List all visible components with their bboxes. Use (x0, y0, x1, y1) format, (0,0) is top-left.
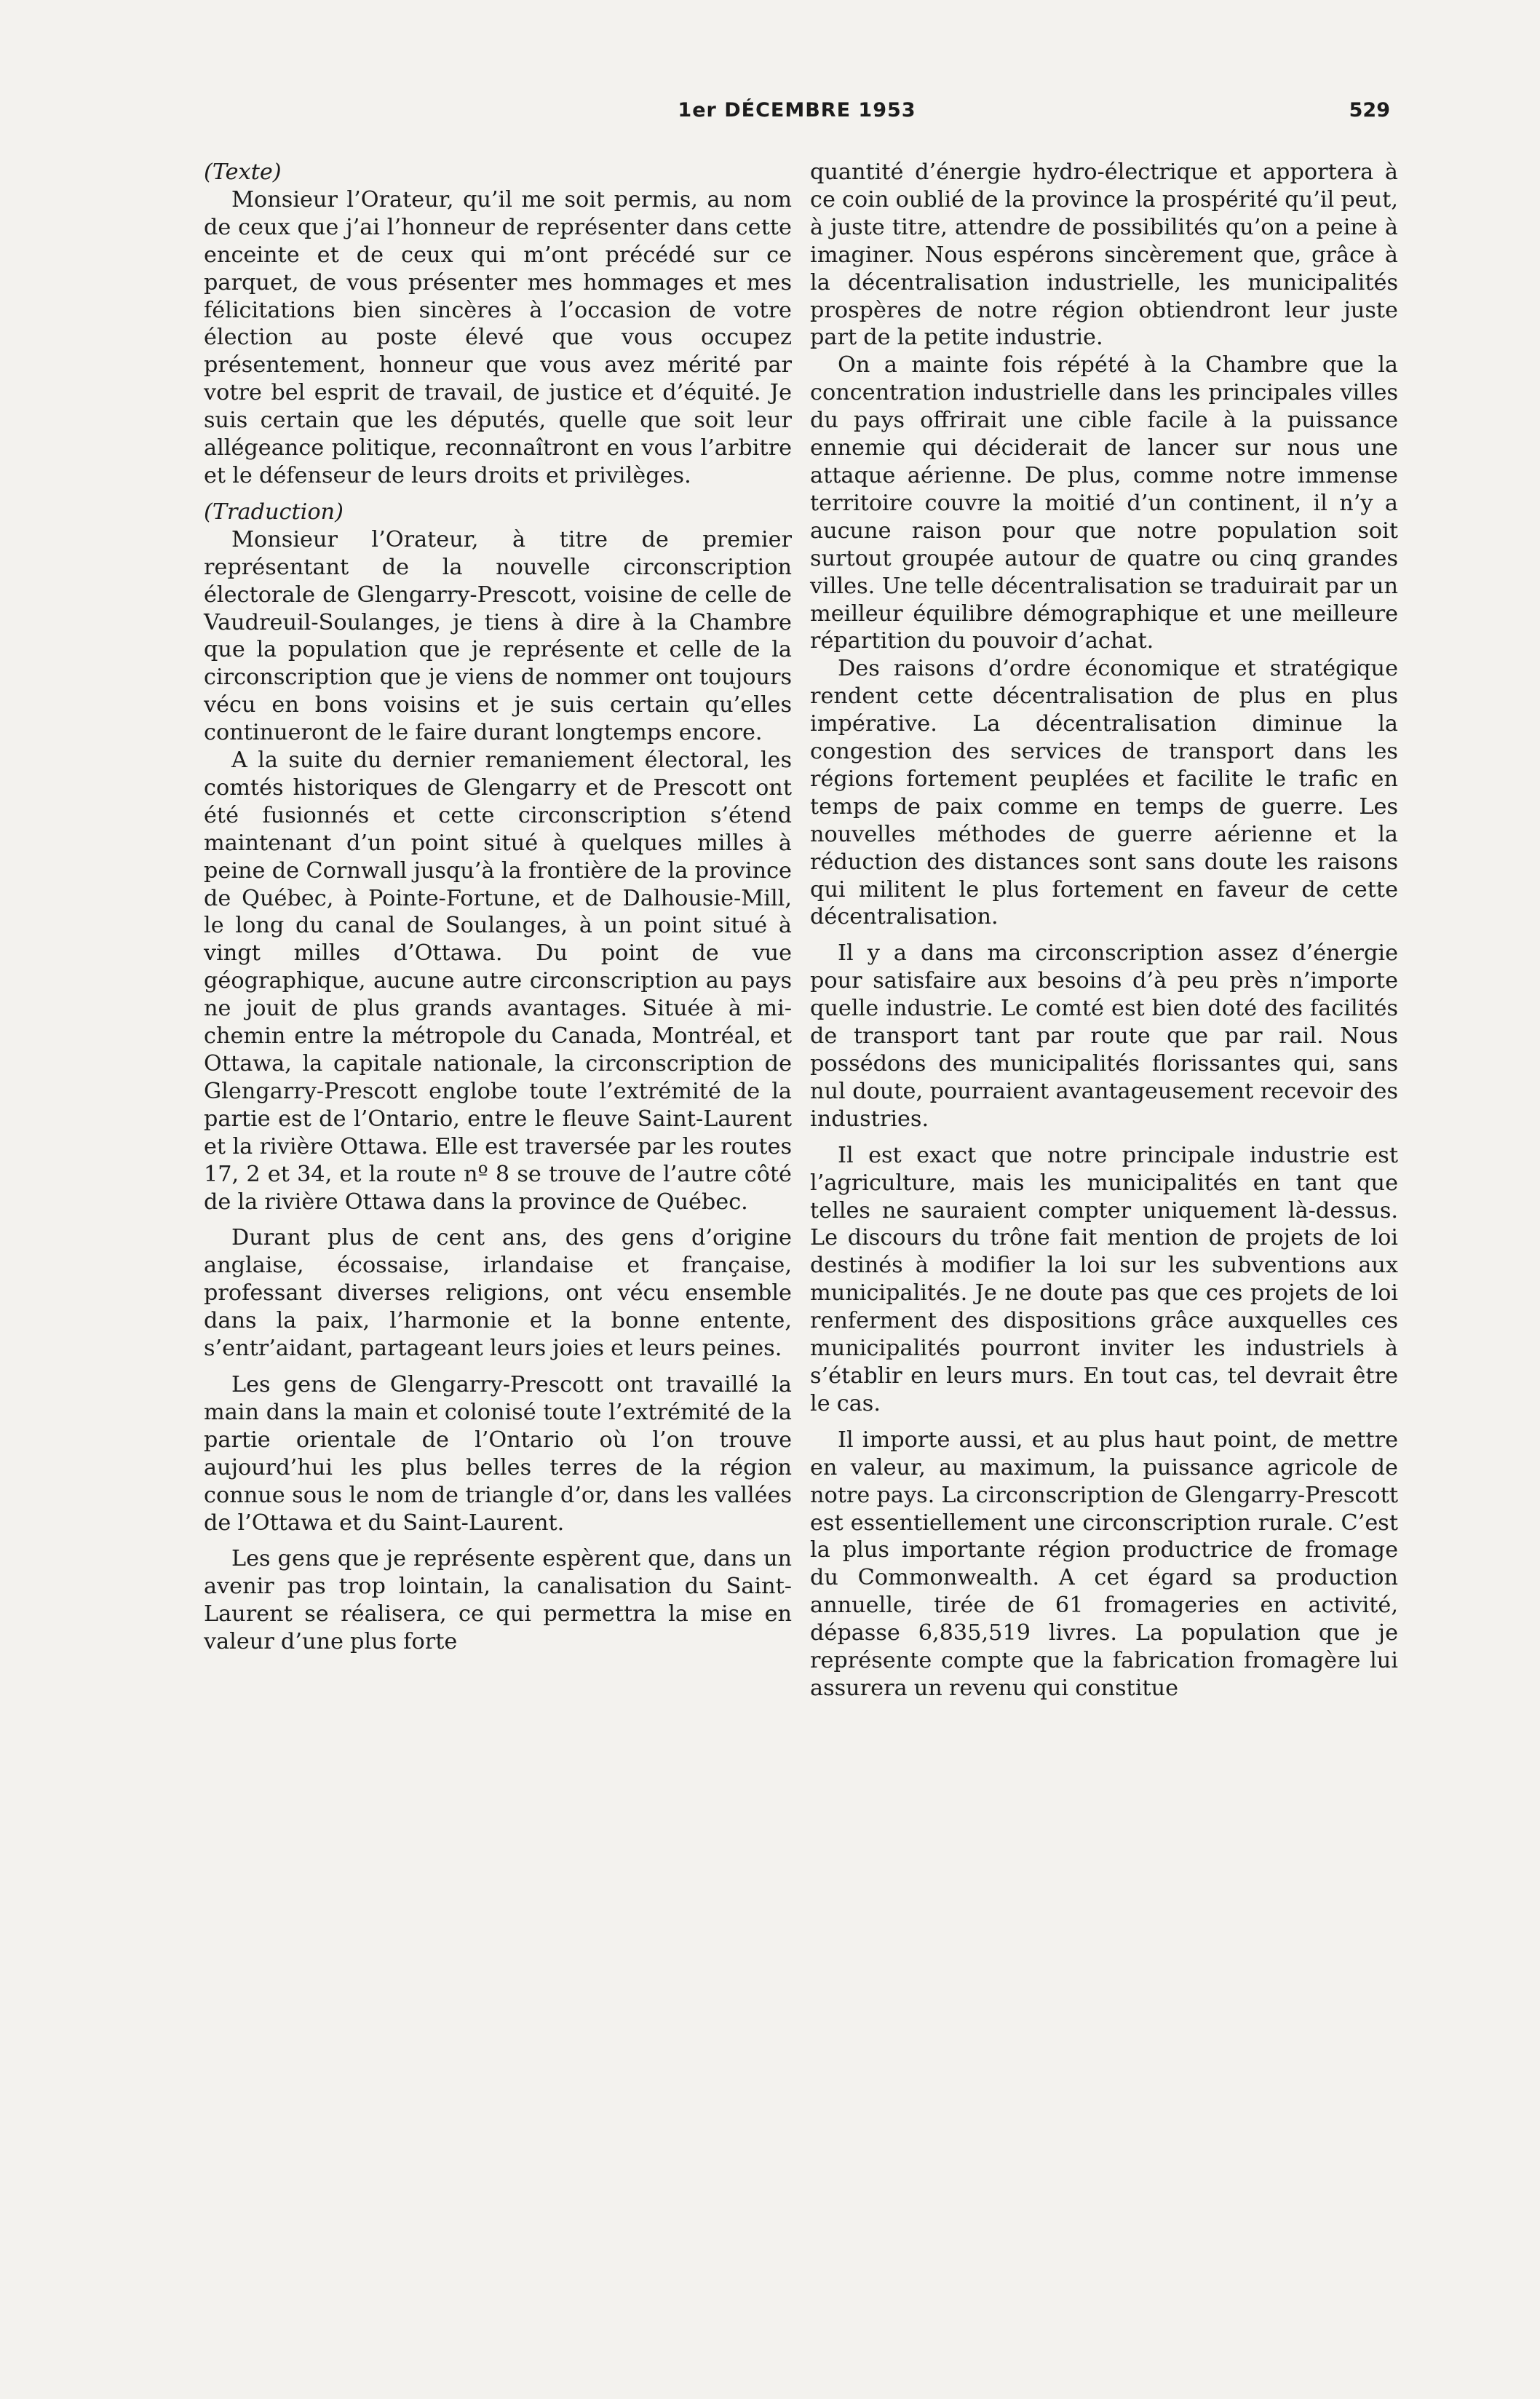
left-column (204, 159, 792, 1656)
right-column (810, 159, 1398, 1702)
paragraph: Il y a dans ma circonscription assez d’énergie pour satisfaire aux besoins d’à peu près n’importe quelle industrie. Le comté est bien doté des facilités de transport tant par route que par rail. Nous possédons des municipalités florissantes qui, sans nul doute, pourraient avantageusement recevoir des industries. (810, 940, 1398, 1132)
texte-label: (Texte) (204, 159, 282, 185)
paragraph: Il importe aussi, et au plus haut point, de mettre en valeur, au maximum, la puissance agricole de notre pays. La circonscription de Glengarry-Prescott est essentiellement une circonscription rurale. C’est la plus importante région productrice de fromage du Commonwealth. A cet égard sa production annuelle, tirée de 61 fromageries en activité, dépasse 6,835,519 livres. La population que je représente compte que la fabrication fromagère lui assurera un revenu qui constitue (810, 1427, 1398, 1701)
paragraph: Durant plus de cent ans, des gens d’origine anglaise, écossaise, irlandaise et française, professant diverses religions, ont vécu ensemble dans la paix, l’harmonie et la bonne entente, s’entr’aidant, partageant leurs joies et leurs peines. (204, 1225, 792, 1362)
paragraph: Monsieur l’Orateur, qu’il me soit permis, au nom de ceux que j’ai l’honneur de représenter dans cette enceinte et de ceux qui m’ont précédé sur ce parquet, de vous présenter mes hommages et mes félicitations bien sincères à l’occasion de votre élection au poste élevé que vous occupez présentement, honneur que vous avez mérité par votre bel esprit de travail, de justice et d’équité. Je suis certain que les députés, quelle que soit leur allégeance politique, reconnaîtront en vous l’arbitre et le défenseur de leurs droits et privilèges. (204, 186, 792, 488)
page-date-title: 1er DÉCEMBRE 1953 (678, 99, 916, 122)
traduction-label: (Traduction) (204, 499, 344, 525)
paragraph: On a mainte fois répété à la Chambre que la concentration industrielle dans les principales villes du pays offrirait une cible facile à la puissance ennemie qui déciderait de lancer sur nous une attaque aérienne. De plus, comme notre immense territoire couvre la moitié d’un continent, il n’y a aucune raison pour que notre population soit surtout groupée autour de quatre ou cinq grandes villes. Une telle décentralisation se traduirait par un meilleur équilibre démographique et une meilleure répartition du pouvoir d’achat. (810, 352, 1398, 654)
paragraph: A la suite du dernier remaniement électoral, les comtés historiques de Glengarry et de Prescott ont été fusionnés et cette circonscription s’étend maintenant d’un point situé à quelques milles à peine de Cornwall jusqu’à la frontière de la province de Québec, à Pointe-Fortune, et de Dalhousie-Mill, le long du canal de Soulanges, à un point situé à vingt milles d’Ottawa. Du point de vue géographique, aucune autre circonscription au pays ne jouit de plus grands avantages. Située à mi-chemin entre la métropole du Canada, Montréal, et Ottawa, la capitale nationale, la circonscription de Glengarry-Prescott englobe toute l’extrémité de la partie est de l’Ontario, entre le fleuve Saint-Laurent et la rivière Ottawa. Elle est traversée par les routes 17, 2 et 34, et la route nº 8 se trouve de l’autre côté de la rivière Ottawa dans la province de Québec. (204, 748, 792, 1215)
paragraph: Les gens de Glengarry-Prescott ont travaillé la main dans la main et colonisé toute l’extrémité de la partie orientale de l’Ontario où l’on trouve aujourd’hui les plus belles terres de la région connue sous le nom de triangle d’or, dans les vallées de l’Ottawa et du Saint-Laurent. (204, 1371, 792, 1536)
page-header (204, 99, 1390, 128)
paragraph: quantité d’énergie hydro-électrique et apportera à ce coin oublié de la province la prospérité qu’il peut, à juste titre, attendre de possibilités qu’on a peine à imaginer. Nous espérons sincèrement que, grâce à la décentralisation industrielle, les municipalités prospères de notre région obtiendront leur juste part de la petite industrie. (810, 159, 1398, 351)
paragraph: Des raisons d’ordre économique et stratégique rendent cette décentralisation de plus en plus impérative. La décentralisation diminue la congestion des services de transport dans les régions fortement peuplées et facilite le trafic en temps de paix comme en temps de guerre. Les nouvelles méthodes de guerre aérienne et la réduction des distances sont sans doute les raisons qui militent le plus fortement en faveur de cette décentralisation. (810, 656, 1398, 930)
paragraph: Les gens que je représente espèrent que, dans un avenir pas trop lointain, la canalisation du Saint-Laurent se réalisera, ce qui permettra la mise en valeur d’une plus forte (204, 1546, 792, 1655)
paragraph: Il est exact que notre principale industrie est l’agriculture, mais les municipalités en tant que telles ne sauraient compter uniquement là-dessus. Le discours du trône fait mention de projets de loi destinés à modifier la loi sur les subventions aux municipalités. Je ne doute pas que ces projets de loi renferment des dispositions grâce auxquelles ces municipalités pourront inviter les industriels à s’établir en leurs murs. En tout cas, tel devrait être le cas. (810, 1142, 1398, 1416)
page-number: 529 (1349, 99, 1390, 122)
paragraph: Monsieur l’Orateur, à titre de premier représentant de la nouvelle circonscription électorale de Glengarry-Prescott, voisine de celle de Vaudreuil-Soulanges, je tiens à dire à la Chambre que la population que je représente et celle de la circonscription que je viens de nommer ont toujours vécu en bons voisins et je suis certain qu’elles continueront de le faire durant longtemps encore. (204, 526, 792, 746)
